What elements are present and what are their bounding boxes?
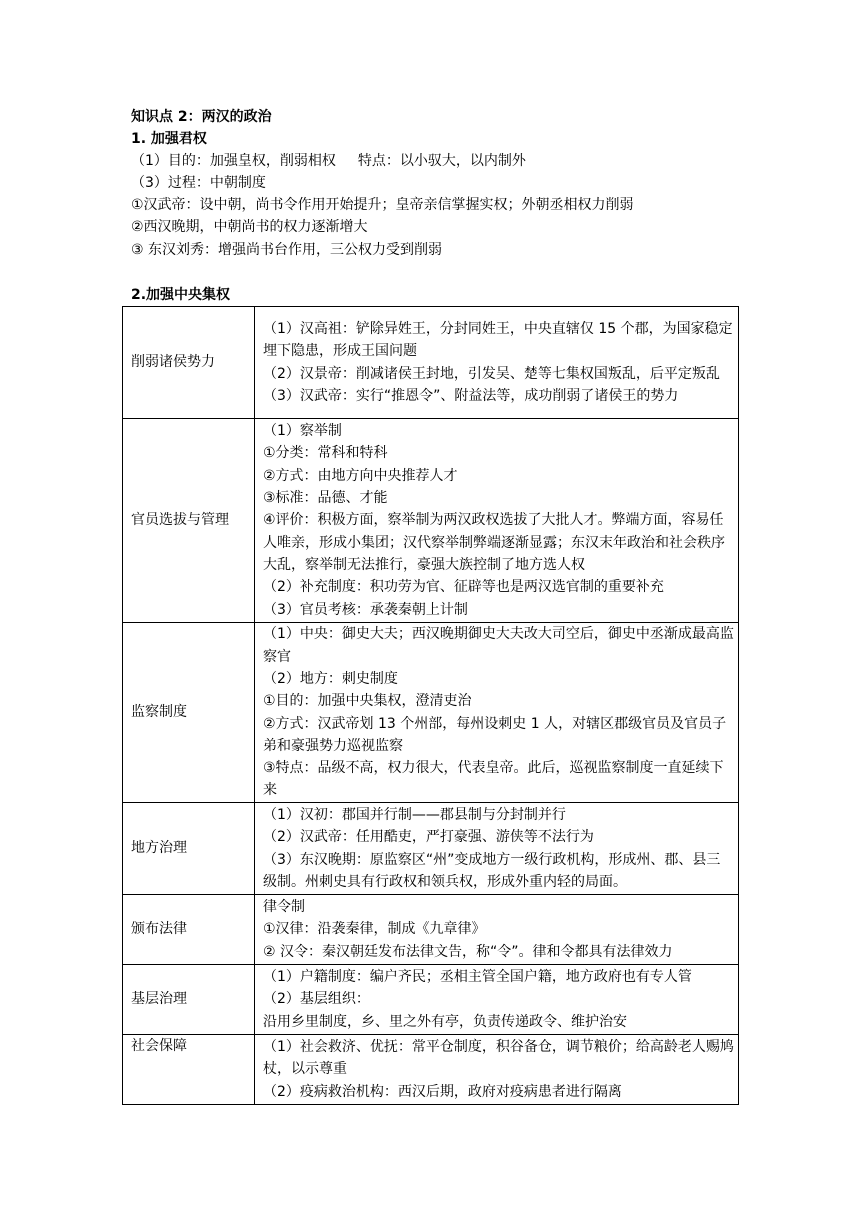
row-label: 削弱诸侯势力	[123, 307, 255, 419]
table-row	[123, 895, 739, 965]
cell-line: （2）补充制度：积功劳为官、征辟等也是两汉选官制的重要补充	[263, 579, 664, 596]
row-content	[255, 419, 739, 623]
part1-item-3: ③ 东汉刘秀：增强尚书台作用，三公权力受到削弱	[131, 242, 442, 258]
part1-title: 1. 加强君权	[131, 131, 207, 147]
row-content	[255, 803, 739, 895]
section-title: 知识点 2：两汉的政治	[131, 109, 272, 125]
cell-line: （3）汉武帝：实行“推恩令”、附益法等，成功削弱了诸侯王的势力	[263, 387, 679, 404]
cell-line: ①目的：加强中央集权，澄清吏治	[263, 693, 472, 710]
cell-line: ①汉律：沿袭秦律，制成《九章律》	[263, 921, 486, 938]
row-content	[255, 1035, 739, 1105]
table-row	[123, 307, 739, 419]
cell-line: （1）社会救济、优抚：常平仓制度，积谷备仓，调节粮价；给高龄老人赐鸠杖，以示尊重	[263, 1039, 734, 1078]
cell-line: （1）中央：御史大夫；西汉晚期御史大夫改大司空后，御史中丞渐成最高监察官	[263, 626, 734, 665]
part1-item-1: ①汉武帝：设中朝，尚书令作用开始提升；皇帝亲信掌握实权；外朝丞相权力削弱	[131, 197, 634, 213]
row-content	[255, 895, 739, 965]
row-content	[255, 623, 739, 803]
part2-title: 2.加强中央集权	[131, 287, 231, 303]
cell-line: ③特点：品级不高，权力很大，代表皇帝。此后，巡视监察制度一直延续下来	[263, 760, 724, 799]
table-row	[123, 803, 739, 895]
cell-line: ②方式：由地方向中央推荐人才	[263, 467, 458, 484]
cell-line: （2）疫病救治机构：西汉后期，政府对疫病患者进行隔离	[263, 1083, 622, 1100]
table-row	[123, 965, 739, 1035]
cell-line: （3）官员考核：承袭秦朝上计制	[263, 601, 468, 618]
row-label: 地方治理	[123, 803, 255, 895]
part1-purpose: （1）目的：加强皇权，削弱相权	[131, 153, 336, 169]
cell-line: ② 汉令：秦汉朝廷发布法律文告，称“令”。律和令都具有法律效力	[263, 943, 673, 960]
cell-line: （1）汉初：郡国并行制——郡县制与分封制并行	[263, 806, 566, 823]
row-label: 社会保障	[123, 1035, 255, 1105]
part1-purpose-line	[131, 150, 526, 172]
centralization-table	[122, 306, 739, 1105]
table-row	[123, 1035, 739, 1105]
part1-item-2: ②西汉晚期，中朝尚书的权力逐渐增大	[131, 219, 368, 235]
cell-line: （1）察举制	[263, 423, 342, 440]
row-label: 监察制度	[123, 623, 255, 803]
cell-line: 沿用乡里制度，乡、里之外有亭，负责传递政令、维护治安	[263, 1013, 627, 1030]
table-row	[123, 623, 739, 803]
table-row	[123, 419, 739, 623]
cell-line: ④评价：积极方面，察举制为两汉政权选拔了大批人才。弊端方面，容易任人唯亲，形成小集团；汉代察举制弊端逐渐显露；东汉末年政治和社会秩序大乱，察举制无法推行，豪强大族控制了地方选人权	[263, 512, 725, 573]
row-label: 官员选拔与管理	[123, 419, 255, 623]
row-label: 颁布法律	[123, 895, 255, 965]
cell-line: （2）基层组织：	[263, 991, 370, 1008]
cell-line: （1）户籍制度：编户齐民；丞相主管全国户籍，地方政府也有专人管	[263, 969, 692, 986]
cell-line: （2）地方：刺史制度	[263, 670, 398, 687]
cell-line: （2）汉武帝：任用酷吏，严打豪强、游侠等不法行为	[263, 829, 594, 846]
cell-line: （1）汉高祖：铲除异姓王，分封同姓王，中央直辖仅 15 个郡，为国家稳定埋下隐患，形成王国问题	[263, 320, 733, 360]
row-label: 基层治理	[123, 965, 255, 1035]
row-content	[255, 307, 739, 419]
part1-feature: 特点：以小驭大，以内制外	[357, 153, 526, 169]
cell-line: 律令制	[263, 899, 305, 916]
row-content	[255, 965, 739, 1035]
cell-line: ②方式：汉武帝划 13 个州部，每州设刺史 1 人，对辖区郡级官员及官员子弟和豪强势力巡视监察	[263, 715, 727, 754]
cell-line: （3）东汉晚期：原监察区“州”变成地方一级行政机构，形成州、郡、县三级制。州刺史具有行政权和领兵权，形成外重内轻的局面。	[263, 851, 721, 890]
part1-process: （3）过程：中朝制度	[131, 175, 266, 191]
cell-line: ③标准：品德、才能	[263, 490, 388, 507]
cell-line: （2）汉景帝：削减诸侯王封地，引发吴、楚等七集权国叛乱，后平定叛乱	[263, 365, 720, 382]
cell-line: ①分类：常科和特科	[263, 445, 388, 462]
